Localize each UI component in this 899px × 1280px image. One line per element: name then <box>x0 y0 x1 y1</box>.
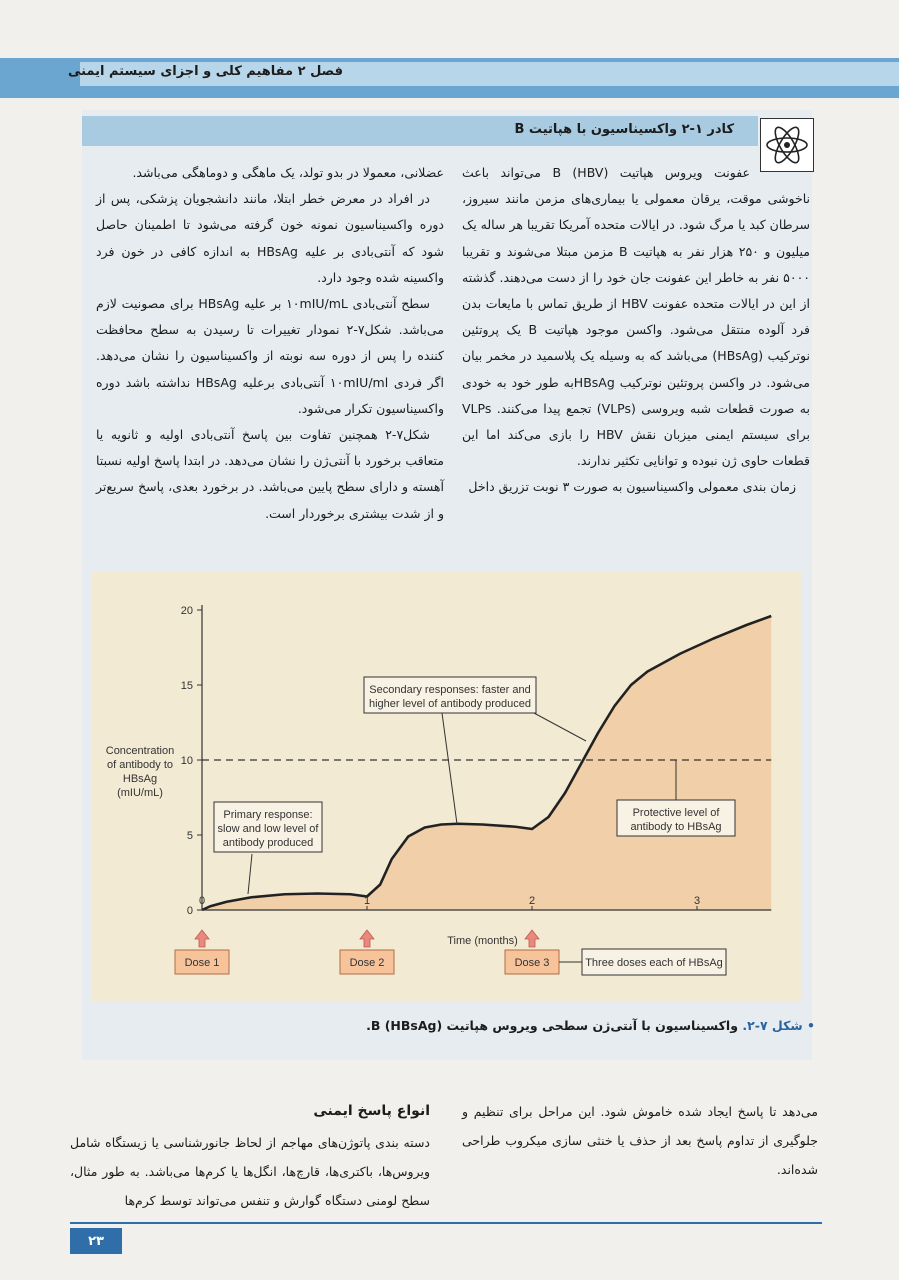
primary-response-text: slow and low level of <box>217 823 319 835</box>
primary-response-text: antibody produced <box>222 837 314 849</box>
y-tick-label: 10 <box>180 755 193 767</box>
x-tick-label: 1 <box>363 895 371 907</box>
primary-response-text: Primary response: <box>223 809 313 821</box>
paragraph: سطح آنتی‌بادی ۱۰mIU/mL بر علیه HBsAg برای مصونیت لازم می‌باشد. شکل۷-۲ نمودار تغییرات تا رسیدن به سطح محافظت کننده را پس از دوره سه نوبته از واکسیناسیون را نشان می‌دهد. اگر فردی ۱۰mIU/ml آنتی‌بادی برعلیه HBsAg نداشته باشد دوره واکسیناسیون تکرار می‌شود. <box>96 296 445 416</box>
sidebox-right-column <box>462 160 810 501</box>
secondary-leader-2 <box>534 713 586 741</box>
y-axis-label-line: (mIU/mL) <box>117 787 163 799</box>
bottom-right-column <box>462 1097 818 1184</box>
y-tick-label: 20 <box>180 605 193 617</box>
caption-text: واکسیناسیون با آنتی‌ژن سطحی ویروس هپاتیت B (HBsAg). <box>366 1018 743 1033</box>
paragraph: می‌دهد تا پاسخ ایجاد شده خاموش شود. این مراحل برای تنظیم و جلوگیری از تداوم پاسخ بعد از حذف یا خنثی سازی میکروب طراحی شده‌اند. <box>462 1104 818 1177</box>
secondary-response-text: higher level of antibody produced <box>368 698 532 710</box>
dose-arrow-icon <box>525 930 539 947</box>
footer-line <box>70 1222 822 1224</box>
x-tick-label: 2 <box>528 895 536 907</box>
antibody-chart <box>92 572 802 1002</box>
section-heading: انواع پاسخ ایمنی <box>313 1103 430 1119</box>
y-axis-label-line: of antibody to <box>106 759 174 771</box>
y-axis-label-line: HBsAg <box>122 773 158 785</box>
x-tick-label: 3 <box>693 895 701 907</box>
bottom-left-column <box>70 1097 430 1215</box>
dose-arrow-icon <box>195 930 209 947</box>
dose-arrow-icon <box>360 930 374 947</box>
chapter-title: فصل ۲ مفاهیم کلی و اجزای سیستم ایمنی <box>67 64 343 79</box>
x-tick-label: 0 <box>198 895 206 907</box>
sidebox-title: کادر ۱-۲ واکسیناسیون با هپاتیت B <box>514 122 734 137</box>
dose-label: Dose 2 <box>349 957 385 969</box>
antibody-area <box>202 616 771 910</box>
dose-label: Dose 3 <box>514 957 550 969</box>
dose-label: Dose 1 <box>184 957 220 969</box>
protective-level-text: Protective level of <box>632 807 720 819</box>
y-tick-label: 5 <box>186 830 193 842</box>
paragraph: زمان بندی معمولی واکسیناسیون به صورت ۳ نوبت تزریق داخل <box>468 479 796 495</box>
x-axis-label: Time (months) <box>447 935 518 947</box>
figure-panel <box>92 572 802 1002</box>
paragraph: دسته بندی پاتوژن‌های مهاجم از لحاظ جانورشناسی یا زیستگاه شامل ویروس‌ها، باکتری‌ها، قارچ‌ها، انگل‌ها یا کرم‌ها می‌باشد. به طور مثال، سطح لومنی دستگاه گوارش و تنفس می‌تواند توسط کرم‌ها <box>70 1135 430 1208</box>
y-tick-label: 0 <box>186 905 193 917</box>
secondary-response-text: Secondary responses: faster and <box>369 684 531 696</box>
primary-leader <box>248 854 252 894</box>
protective-level-text: antibody to HBsAg <box>630 821 722 833</box>
y-tick-label: 15 <box>180 680 193 692</box>
caption-number: شکل ۷-۲. <box>742 1018 803 1033</box>
paragraph: شکل۷-۲ همچنین تفاوت بین پاسخ آنتی‌بادی اولیه و ثانویه یا متعاقب برخورد با آنتی‌ژن را نشان می‌دهد. در ابتدا پاسخ اولیه نسبتا آهسته و دارای سطح پایین می‌باشد. در برخورد بعدی، پاسخ سریع‌تر و از شدت بیشتری برخوردار است. <box>96 427 444 521</box>
sidebox-left-column <box>96 160 444 527</box>
doses-note-text: Three doses each of HBsAg <box>585 957 723 969</box>
y-axis-label-line: Concentration <box>105 745 175 757</box>
figure-caption: • شکل ۷-۲. واکسیناسیون با آنتی‌ژن سطحی ویروس هپاتیت B (HBsAg). <box>366 1018 815 1033</box>
page-number: ۲۳ <box>70 1228 122 1254</box>
secondary-leader-1 <box>442 713 457 824</box>
paragraph: در افراد در معرض خطر ابتلا، مانند دانشجویان پزشکی، پس از دوره واکسیناسیون نمونه خون گرفته می‌شود تا اطمینان حاصل شود که آنتی‌بادی بر علیه HBsAg به اندازه کافی در خون فرد واکسینه شده وجود دارد. <box>96 191 445 285</box>
paragraph: عضلانی، معمولا در بدو تولد، یک ماهگی و دوماهگی می‌باشد. <box>132 165 444 180</box>
paragraph: عفونت ویروس هپاتیت B (HBV) می‌تواند باعث ناخوشی موقت، یرقان معمولی یا بیماری‌های مزمن مانند سیروز، سرطان کبد یا مرگ شود. در ایالات متحده آمریکا تقریبا هر ساله یک میلیون و ۲۵۰ هزار نفر به هپاتیت B مزمن مبتلا می‌شوند و تقریبا ۵۰۰۰ نفر به خاطر این عفونت جان خود را از دست می‌دهند. گذشته از این در ایالات متحده عفونت HBV از طریق تماس با مایعات بدن فرد آلوده منتقل می‌شود. واکسن موجود هپاتیت B یک پروتئین نوترکیب (HBsAg) می‌باشد که به وسیله یک پلاسمید در مخمر بیان می‌شود. در واکسن پروتئین نوترکیب HBsAgبه طور خود به خودی به صورت قطعات شبه ویروسی (VLPs) تجمع پیدا می‌کنند. VLPs برای سیستم ایمنی میزبان نقش HBV را بازی می‌کند اما این قطعات حاوی ژن نبوده و توانایی تکثیر ندارند. <box>462 165 810 469</box>
